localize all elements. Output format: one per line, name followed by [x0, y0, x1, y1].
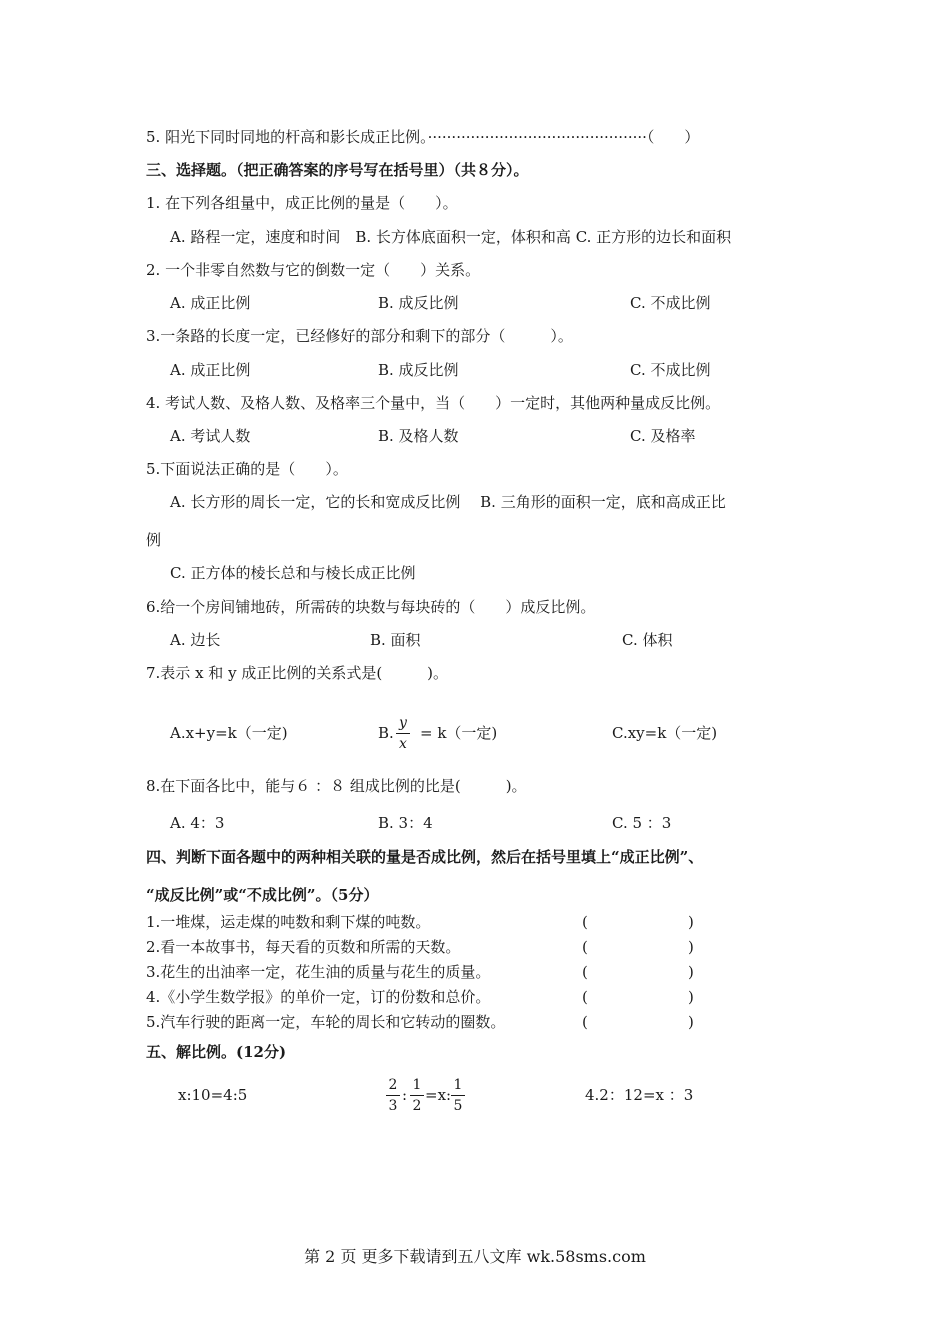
fraction-denominator: 2 — [412, 1098, 422, 1114]
question-7: 7.表示 x 和 y 成正比例的关系式是( )。 — [146, 664, 449, 682]
fraction-denominator: x — [399, 736, 407, 752]
fraction-numerator: 1 — [453, 1077, 463, 1093]
fraction-denominator: 5 — [453, 1098, 463, 1114]
question-3: 3.一条路的长度一定，已经修好的部分和剩下的部分（ ）。 — [146, 327, 573, 345]
question-4-option-a: A. 考试人数 — [170, 427, 251, 445]
question-4: 4. 考试人数、及格人数、及格率三个量中，当（ ）一定时，其他两种量成反比例。 — [146, 394, 721, 412]
question-7-option-b-suffix: = k（一定) — [420, 724, 498, 742]
equation-2-colon: : — [402, 1086, 408, 1104]
answer-paren-left: ( — [582, 938, 588, 956]
judge-item: 1.一堆煤，运走煤的吨数和剩下煤的吨数。 — [146, 913, 431, 931]
equation-2-middle: =x: — [425, 1086, 452, 1104]
equation-2-fraction-3 — [451, 1076, 465, 1115]
fraction-bar — [451, 1095, 465, 1096]
question-8-option-b: B. 3：4 — [378, 814, 433, 832]
question-7-option-c: C.xy=k（一定) — [612, 724, 718, 742]
question-8: 8.在下面各比中，能与６ ：８ 组成比例的比是( )。 — [146, 777, 527, 795]
equation-1: x:10=4:5 — [178, 1086, 248, 1104]
section-4-title-line-2: “成反比例”或“不成比例”。（5分） — [146, 886, 379, 904]
question-5-options-ab: A. 长方形的周长一定，它的长和宽成反比例 B. 三角形的面积一定，底和高成正比 — [170, 493, 726, 511]
fraction-numerator: y — [399, 715, 407, 731]
fraction-numerator: 2 — [388, 1077, 398, 1093]
question-3-option-a: A. 成正比例 — [170, 361, 251, 379]
question-7-option-a: A.x+y=k（一定) — [170, 724, 288, 742]
fraction-bar — [396, 733, 410, 734]
page-footer: 第 2 页 更多下载请到五八文库 wk.58sms.com — [304, 1247, 646, 1266]
answer-paren-left: ( — [582, 1013, 588, 1031]
question-3-option-c: C. 不成比例 — [630, 361, 711, 379]
fraction-bar — [386, 1095, 400, 1096]
judge-item: 2.看一本故事书，每天看的页数和所需的天数。 — [146, 938, 461, 956]
question-1: 1. 在下列各组量中，成正比例的量是（ ）。 — [146, 194, 458, 212]
question-4-option-c: C. 及格率 — [630, 427, 696, 445]
question-6: 6.给一个房间铺地砖，所需砖的块数与每块砖的（ ）成反比例。 — [146, 598, 596, 616]
section-5-title: 五、解比例。(12分) — [146, 1043, 287, 1061]
question-7-option-b-fraction — [396, 714, 410, 753]
equation-3: 4.2：12=x ：3 — [585, 1086, 694, 1104]
fraction-bar — [410, 1095, 424, 1096]
answer-paren-left: ( — [582, 913, 588, 931]
question-6-option-a: A. 边长 — [170, 631, 221, 649]
question-2-option-a: A. 成正比例 — [170, 294, 251, 312]
question-2-option-b: B. 成反比例 — [378, 294, 459, 312]
judge-item: 5.汽车行驶的距离一定，车轮的周长和它转动的圈数。 — [146, 1013, 506, 1031]
section-3-title: 三、选择题。（把正确答案的序号写在括号里）（共８分）。 — [146, 161, 529, 179]
equation-2-fraction-2 — [410, 1076, 424, 1115]
answer-paren-right: ) — [688, 938, 694, 956]
answer-paren-right: ) — [688, 988, 694, 1006]
question-2: 2. 一个非零自然数与它的倒数一定（ ）关系。 — [146, 261, 481, 279]
question-3-option-b: B. 成反比例 — [378, 361, 459, 379]
question-4-option-b: B. 及格人数 — [378, 427, 459, 445]
equation-2-fraction-1 — [386, 1076, 400, 1115]
answer-paren-right: ) — [688, 913, 694, 931]
fraction-numerator: 1 — [412, 1077, 422, 1093]
question-7-option-b-prefix: B. — [378, 724, 394, 742]
question-8-option-c: C. 5 ：3 — [612, 814, 672, 832]
question-5-option-c: C. 正方体的棱长总和与棱长成正比例 — [170, 564, 416, 582]
answer-paren-right: ) — [688, 1013, 694, 1031]
judge-item: 3.花生的出油率一定，花生油的质量与花生的质量。 — [146, 963, 491, 981]
answer-paren-left: ( — [582, 988, 588, 1006]
judge-item-5: 5. 阳光下同时同地的杆高和影长成正比例。··············································（ ） — [146, 128, 700, 146]
answer-paren-left: ( — [582, 963, 588, 981]
question-5: 5.下面说法正确的是（ ）。 — [146, 460, 348, 478]
question-6-option-c: C. 体积 — [622, 631, 673, 649]
fraction-denominator: 3 — [388, 1098, 398, 1114]
question-2-option-c: C. 不成比例 — [630, 294, 711, 312]
answer-paren-right: ) — [688, 963, 694, 981]
question-5-options-ab-continued: 例 — [146, 531, 162, 549]
question-6-option-b: B. 面积 — [370, 631, 421, 649]
section-4-title-line-1: 四、判断下面各题中的两种相关联的量是否成比例，然后在括号里填上“成正比例”、 — [146, 848, 704, 866]
question-1-options: A. 路程一定，速度和时间 B. 长方体底面积一定，体积和高 C. 正方形的边长和面积 — [170, 228, 732, 246]
question-8-option-a: A. 4：3 — [170, 814, 225, 832]
judge-item: 4.《小学生数学报》的单价一定，订的份数和总价。 — [146, 988, 491, 1006]
